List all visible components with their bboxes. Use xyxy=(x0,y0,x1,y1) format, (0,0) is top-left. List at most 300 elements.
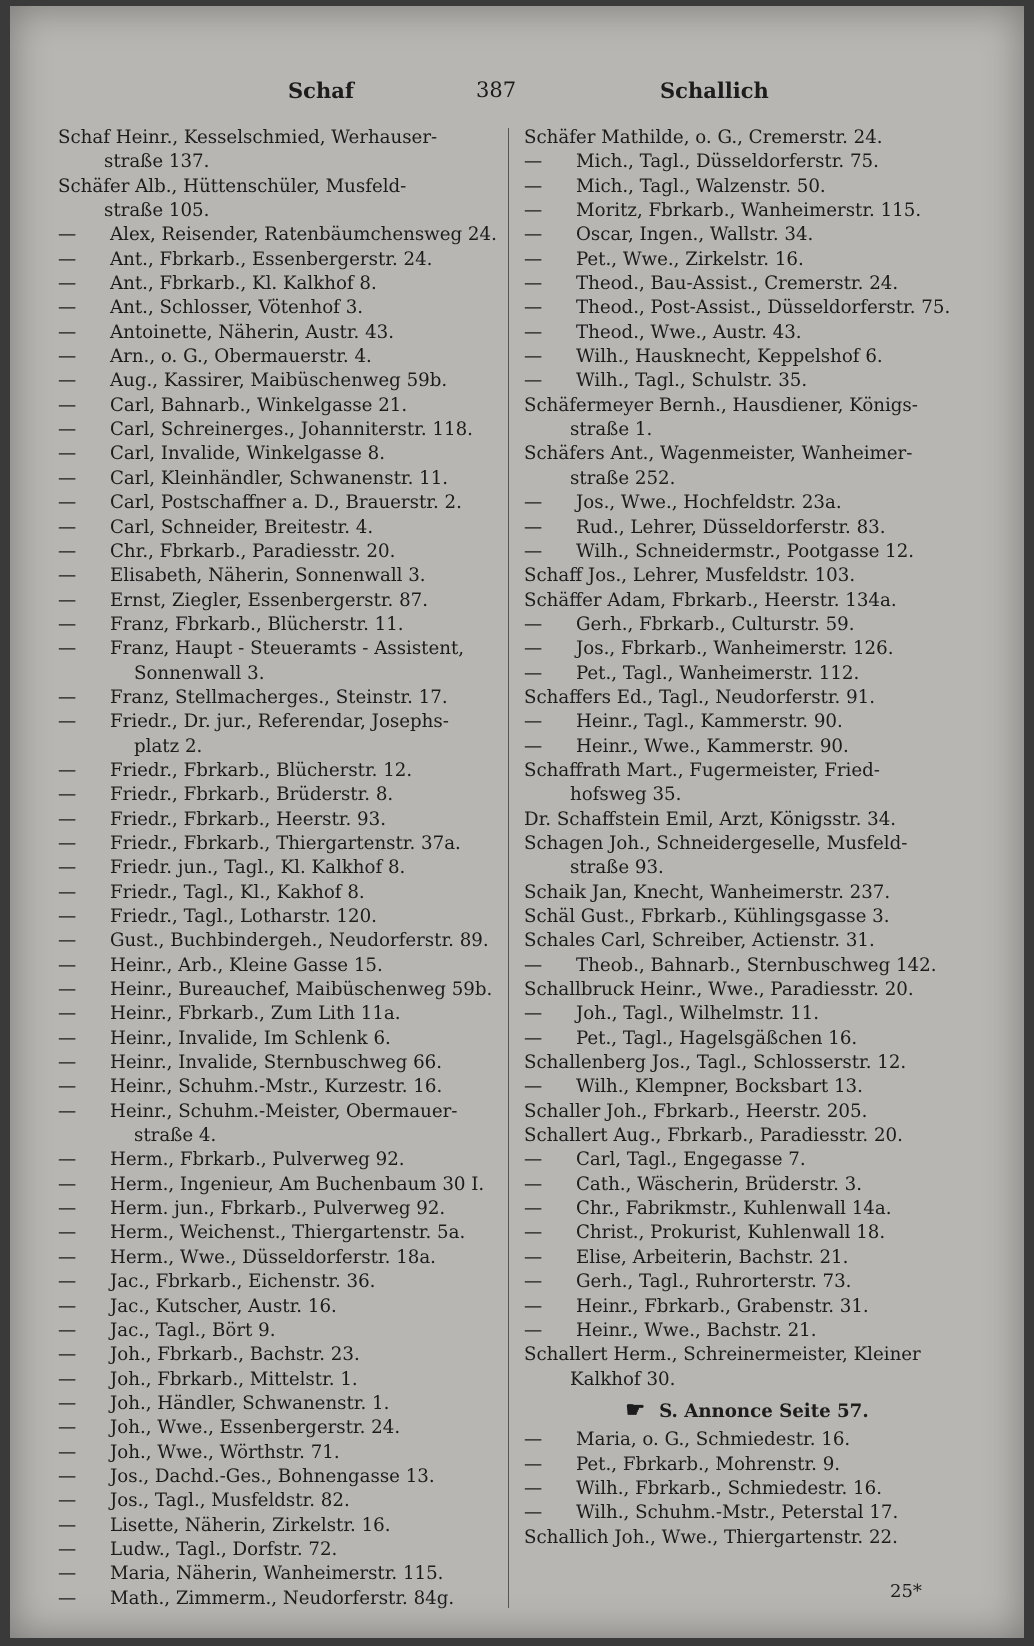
entry-line xyxy=(524,516,970,540)
directory-entry xyxy=(524,759,970,808)
directory-entry xyxy=(524,662,970,686)
ditto-dash: — xyxy=(524,1198,543,1220)
entry-line xyxy=(58,1173,498,1197)
entry-text: Franz, Stellmacherges., Steinstr. 17. xyxy=(110,686,448,708)
entry-text: Carl, Bahnarb., Winkelgasse 21. xyxy=(110,394,408,416)
entry-continuation xyxy=(58,735,498,759)
ditto-dash: — xyxy=(58,1222,77,1244)
entry-line xyxy=(58,126,498,150)
directory-entry xyxy=(524,1027,970,1051)
directory-entry xyxy=(524,710,970,734)
directory-entry xyxy=(524,272,970,296)
ditto-dash: — xyxy=(58,1490,77,1512)
entry-line xyxy=(58,175,498,199)
ditto-dash: — xyxy=(524,273,543,295)
ditto-dash: — xyxy=(524,516,543,538)
directory-entry xyxy=(524,223,970,247)
ditto-dash: — xyxy=(524,540,543,562)
entry-line xyxy=(524,1343,970,1367)
ditto-dash: — xyxy=(524,1003,543,1025)
directory-entry xyxy=(524,1246,970,1270)
directory-entry xyxy=(58,613,498,637)
entry-text: Elise, Arbeiterin, Bachstr. 21. xyxy=(576,1246,849,1268)
entry-text: straße 105. xyxy=(104,200,210,222)
ditto-dash: — xyxy=(524,1271,543,1293)
entry-line xyxy=(524,1124,970,1148)
directory-entry xyxy=(58,1343,498,1367)
entry-line xyxy=(524,978,970,1002)
entry-text: straße 137. xyxy=(104,151,210,173)
page-number: 387 xyxy=(476,78,517,102)
ditto-dash: — xyxy=(524,321,543,343)
directory-entry xyxy=(524,1428,970,1452)
directory-entry xyxy=(524,1526,970,1550)
directory-entry xyxy=(58,442,498,466)
directory-entry xyxy=(58,418,498,442)
entry-line xyxy=(524,345,970,369)
ditto-dash: — xyxy=(58,613,77,635)
entry-line xyxy=(58,1562,498,1586)
ditto-dash: — xyxy=(58,954,77,976)
entry-text: Schallenberg Jos., Tagl., Schlosserstr. 12. xyxy=(524,1052,907,1074)
left-column xyxy=(58,126,498,1611)
right-column-entries-b xyxy=(524,1428,970,1550)
entry-text: Schäfermeyer Bernh., Hausdiener, Königs- xyxy=(524,394,918,416)
entry-text: Heinr., Wwe., Bachstr. 21. xyxy=(576,1319,817,1341)
ditto-dash: — xyxy=(58,881,77,903)
ditto-dash: — xyxy=(524,224,543,246)
entry-text: Schäl Gust., Fbrkarb., Kühlingsgasse 3. xyxy=(524,906,890,927)
ditto-dash: — xyxy=(58,1441,77,1463)
directory-entry xyxy=(524,199,970,223)
directory-entry xyxy=(58,1221,498,1245)
entry-text: Herm. jun., Fbrkarb., Pulverweg 92. xyxy=(110,1198,446,1220)
entry-text: Schaf Heinr., Kesselschmied, Werhauser- xyxy=(58,127,438,148)
entry-line xyxy=(524,126,970,150)
entry-line xyxy=(524,759,970,783)
entry-line xyxy=(58,1465,498,1489)
entry-text: Schäfer Alb., Hüttenschüler, Musfeld- xyxy=(58,175,407,197)
entry-line xyxy=(58,808,498,832)
entry-line xyxy=(58,248,498,272)
entry-line xyxy=(524,369,970,393)
entry-text: Gerh., Fbrkarb., Culturstr. 59. xyxy=(576,613,855,635)
entry-text: Heinr., Schuhm.-Mstr., Kurzestr. 16. xyxy=(110,1076,443,1098)
entry-text: Heinr., Bureauchef, Maibüschenweg 59b. xyxy=(110,979,493,1001)
entry-line xyxy=(524,1173,970,1197)
entry-line xyxy=(58,564,498,588)
directory-entry xyxy=(524,832,970,881)
entry-text: Jos., Fbrkarb., Wanheimerstr. 126. xyxy=(576,638,894,660)
entry-text: Wilh., Fbrkarb., Schmiedestr. 16. xyxy=(576,1477,882,1499)
directory-entry xyxy=(524,540,970,564)
entry-continuation xyxy=(58,150,498,174)
directory-entry xyxy=(58,1368,498,1392)
entry-line xyxy=(58,905,498,929)
directory-entry xyxy=(524,321,970,345)
entry-line xyxy=(524,1501,970,1525)
entry-line xyxy=(58,516,498,540)
directory-entry xyxy=(58,516,498,540)
entry-line xyxy=(58,1514,498,1538)
entry-continuation xyxy=(58,199,498,223)
directory-entry xyxy=(524,1477,970,1501)
entry-line xyxy=(524,832,970,856)
entry-line xyxy=(524,1075,970,1099)
entry-text: Arn., o. G., Obermauerstr. 4. xyxy=(110,346,372,368)
entry-text: Herm., Fbrkarb., Pulverweg 92. xyxy=(110,1149,405,1171)
ditto-dash: — xyxy=(58,906,77,927)
ditto-dash: — xyxy=(58,808,77,830)
ditto-dash: — xyxy=(58,1076,77,1098)
ditto-dash: — xyxy=(58,394,77,416)
entry-text: Carl, Invalide, Winkelgasse 8. xyxy=(110,443,386,465)
entry-text: Heinr., Fbrkarb., Grabenstr. 31. xyxy=(576,1295,869,1317)
entry-text: Carl, Kleinhändler, Schwanenstr. 11. xyxy=(110,467,449,489)
entry-text: Wilh., Schuhm.-Mstr., Peterstal 17. xyxy=(576,1502,899,1524)
directory-entry xyxy=(58,491,498,515)
entry-line xyxy=(58,394,498,418)
directory-entry xyxy=(58,272,498,296)
ditto-dash: — xyxy=(524,638,543,660)
ditto-dash: — xyxy=(58,1271,77,1293)
entry-text: Jac., Fbrkarb., Eichenstr. 36. xyxy=(110,1271,376,1293)
entry-line xyxy=(58,296,498,320)
entry-line xyxy=(524,1526,970,1550)
entry-line xyxy=(58,1148,498,1172)
entry-text: Schallbruck Heinr., Wwe., Paradiesstr. 20. xyxy=(524,979,914,1001)
directory-entry xyxy=(524,394,970,443)
ditto-dash: — xyxy=(58,516,77,538)
entry-text: Schaik Jan, Knecht, Wanheimerstr. 237. xyxy=(524,881,891,903)
entry-text: Friedr., Tagl., Lotharstr. 120. xyxy=(110,906,377,927)
entry-text: Rud., Lehrer, Düsseldorferstr. 83. xyxy=(576,516,886,538)
directory-entry xyxy=(58,1173,498,1197)
entry-line xyxy=(58,1441,498,1465)
entry-line xyxy=(58,272,498,296)
directory-entry xyxy=(524,1002,970,1026)
directory-entry xyxy=(58,686,498,710)
ditto-dash: — xyxy=(58,1514,77,1536)
entry-line xyxy=(58,929,498,953)
entry-line xyxy=(524,954,970,978)
entry-text: Kalkhof 30. xyxy=(570,1368,676,1390)
directory-entry xyxy=(524,881,970,905)
ditto-dash: — xyxy=(58,979,77,1001)
entry-text: Schäfer Mathilde, o. G., Cremerstr. 24. xyxy=(524,127,883,148)
entry-line xyxy=(524,637,970,661)
entry-continuation xyxy=(58,1124,498,1148)
directory-entry xyxy=(58,929,498,953)
directory-entry xyxy=(524,613,970,637)
entry-line xyxy=(58,759,498,783)
directory-entry xyxy=(524,905,970,929)
ditto-dash: — xyxy=(58,1319,77,1341)
entry-text: Ant., Schlosser, Vötenhof 3. xyxy=(110,297,364,319)
entry-text: Schaller Joh., Fbrkarb., Heerstr. 205. xyxy=(524,1100,868,1122)
entry-text: Joh., Wwe., Wörthstr. 71. xyxy=(110,1441,340,1463)
directory-entry xyxy=(524,954,970,978)
entry-text: Theod., Post-Assist., Düsseldorferstr. 75. xyxy=(576,297,951,319)
ditto-dash: — xyxy=(58,1052,77,1074)
entry-text: Aug., Kassirer, Maibüschenweg 59b. xyxy=(110,370,448,392)
entry-line xyxy=(58,1051,498,1075)
directory-entry xyxy=(58,1465,498,1489)
entry-line xyxy=(58,686,498,710)
directory-entry xyxy=(524,1221,970,1245)
ditto-dash: — xyxy=(524,1027,543,1049)
ditto-dash: — xyxy=(58,1198,77,1220)
entry-line xyxy=(58,540,498,564)
entry-text: Pet., Fbrkarb., Mohrenstr. 9. xyxy=(576,1453,841,1475)
entry-text: Friedr., Fbrkarb., Thiergartenstr. 37a. xyxy=(110,832,461,854)
page-header xyxy=(10,78,1024,108)
entry-line xyxy=(58,1246,498,1270)
ditto-dash: — xyxy=(58,1368,77,1390)
entry-line xyxy=(524,1477,970,1501)
entry-text: Friedr. jun., Tagl., Kl. Kalkhof 8. xyxy=(110,857,406,879)
entry-text: Schallert Aug., Fbrkarb., Paradiesstr. 20. xyxy=(524,1125,903,1147)
entry-line xyxy=(58,369,498,393)
entry-text: Herm., Weichenst., Thiergartenstr. 5a. xyxy=(110,1222,466,1244)
directory-entry xyxy=(58,783,498,807)
directory-entry xyxy=(524,369,970,393)
entry-text: Schaff Jos., Lehrer, Musfeldstr. 103. xyxy=(524,565,856,587)
ditto-dash: — xyxy=(524,1295,543,1317)
directory-entry xyxy=(524,491,970,515)
entry-line xyxy=(58,1392,498,1416)
entry-text: Heinr., Invalide, Sternbuschweg 66. xyxy=(110,1052,443,1074)
entry-text: Schäfers Ant., Wagenmeister, Wanheimer- xyxy=(524,443,913,465)
directory-entry xyxy=(58,808,498,832)
entry-line xyxy=(524,1148,970,1172)
entry-line xyxy=(524,613,970,637)
entry-text: Carl, Tagl., Engegasse 7. xyxy=(576,1149,806,1171)
directory-entry xyxy=(58,1075,498,1099)
entry-line xyxy=(524,442,970,466)
directory-entry xyxy=(58,710,498,759)
entry-line xyxy=(524,881,970,905)
printer-signature: 25* xyxy=(890,1581,922,1602)
ditto-dash: — xyxy=(58,419,77,441)
ditto-dash: — xyxy=(58,1538,77,1560)
directory-entry xyxy=(58,978,498,1002)
directory-entry xyxy=(58,1514,498,1538)
ditto-dash: — xyxy=(58,565,77,587)
entry-line xyxy=(58,1075,498,1099)
ditto-dash: — xyxy=(58,832,77,854)
entry-line xyxy=(524,1246,970,1270)
ditto-dash: — xyxy=(58,711,77,733)
entry-text: Franz, Haupt - Steueramts - Assistent, xyxy=(110,638,465,660)
entry-line xyxy=(58,1587,498,1611)
entry-continuation xyxy=(524,418,970,442)
directory-entry xyxy=(58,589,498,613)
directory-entry xyxy=(524,1173,970,1197)
directory-entry xyxy=(524,637,970,661)
entry-text: Schallert Herm., Schreinermeister, Kleiner xyxy=(524,1344,921,1366)
directory-entry xyxy=(58,1148,498,1172)
entry-text: Schagen Joh., Schneidergeselle, Musfeld- xyxy=(524,832,908,854)
ditto-dash: — xyxy=(58,224,77,246)
entry-text: Antoinette, Näherin, Austr. 43. xyxy=(110,321,395,343)
entry-text: Joh., Tagl., Wilhelmstr. 11. xyxy=(576,1003,820,1025)
column-divider xyxy=(508,128,509,1608)
directory-entry xyxy=(524,150,970,174)
directory-entry xyxy=(58,1027,498,1051)
directory-entry xyxy=(58,905,498,929)
directory-entry xyxy=(58,856,498,880)
entry-continuation xyxy=(58,662,498,686)
ditto-dash: — xyxy=(58,297,77,319)
ditto-dash: — xyxy=(58,1003,77,1025)
entry-line xyxy=(58,1100,498,1124)
entry-line xyxy=(524,808,970,832)
directory-entry xyxy=(524,735,970,759)
directory-entry xyxy=(524,516,970,540)
ditto-dash: — xyxy=(58,443,77,465)
ditto-dash: — xyxy=(58,492,77,514)
directory-entry xyxy=(58,394,498,418)
entry-text: Wilh., Tagl., Schulstr. 35. xyxy=(576,370,808,392)
entry-line xyxy=(58,1027,498,1051)
directory-entry xyxy=(524,686,970,710)
entry-line xyxy=(524,686,970,710)
directory-entry xyxy=(58,1051,498,1075)
entry-text: Theob., Bahnarb., Sternbuschweg 142. xyxy=(576,954,937,976)
entry-text: straße 1. xyxy=(570,419,653,441)
entry-text: Jac., Kutscher, Austr. 16. xyxy=(110,1295,337,1317)
directory-entry xyxy=(524,442,970,491)
ditto-dash: — xyxy=(58,1173,77,1195)
directory-entry xyxy=(58,321,498,345)
ditto-dash: — xyxy=(58,273,77,295)
entry-text: Joh., Händler, Schwanenstr. 1. xyxy=(110,1392,390,1414)
entry-line xyxy=(58,710,498,734)
directory-entry xyxy=(58,345,498,369)
directory-entry xyxy=(524,248,970,272)
directory-entry xyxy=(58,637,498,686)
entry-line xyxy=(524,296,970,320)
entry-text: Ludw., Tagl., Dorfstr. 72. xyxy=(110,1538,338,1560)
entry-text: Franz, Fbrkarb., Blücherstr. 11. xyxy=(110,613,404,635)
entry-line xyxy=(58,881,498,905)
entry-text: Pet., Wwe., Zirkelstr. 16. xyxy=(576,248,804,270)
entry-text: platz 2. xyxy=(134,735,203,757)
entry-line xyxy=(524,272,970,296)
entry-line xyxy=(58,1416,498,1440)
directory-entry xyxy=(524,1453,970,1477)
entry-text: Ant., Fbrkarb., Kl. Kalkhof 8. xyxy=(110,273,377,295)
ditto-dash: — xyxy=(58,1100,77,1122)
entry-text: Maria, o. G., Schmiedestr. 16. xyxy=(576,1429,851,1451)
entry-text: Jos., Tagl., Musfeldstr. 82. xyxy=(110,1490,350,1512)
ditto-dash: — xyxy=(58,1246,77,1268)
pointing-hand-icon: ☛ xyxy=(625,1396,646,1423)
ditto-dash: — xyxy=(58,1392,77,1414)
entry-text: Wilh., Schneidermstr., Pootgasse 12. xyxy=(576,540,915,562)
directory-entry xyxy=(524,1270,970,1294)
entry-line xyxy=(58,1270,498,1294)
directory-entry xyxy=(58,223,498,247)
entry-text: Friedr., Fbrkarb., Blücherstr. 12. xyxy=(110,759,413,781)
entry-line xyxy=(58,978,498,1002)
ditto-dash: — xyxy=(58,248,77,270)
entry-line xyxy=(524,1197,970,1221)
entry-line xyxy=(524,1002,970,1026)
entry-text: straße 252. xyxy=(570,467,676,489)
ditto-dash: — xyxy=(58,346,77,368)
entry-line xyxy=(58,1319,498,1343)
entry-line xyxy=(524,1221,970,1245)
ditto-dash: — xyxy=(524,735,543,757)
entry-text: straße 93. xyxy=(570,857,664,879)
entry-text: Mich., Tagl., Düsseldorferstr. 75. xyxy=(576,151,879,173)
ditto-dash: — xyxy=(524,248,543,270)
ditto-dash: — xyxy=(58,1027,77,1049)
ditto-dash: — xyxy=(58,589,77,611)
entry-text: Schallich Joh., Wwe., Thiergartenstr. 22. xyxy=(524,1526,898,1548)
ditto-dash: — xyxy=(524,662,543,684)
entry-line xyxy=(58,1221,498,1245)
directory-entry xyxy=(58,1002,498,1026)
directory-entry xyxy=(58,126,498,175)
entry-text: Gerh., Tagl., Ruhrorterstr. 73. xyxy=(576,1271,852,1293)
directory-entry xyxy=(524,978,970,1002)
entry-line xyxy=(524,929,970,953)
entry-text: Joh., Wwe., Essenbergerstr. 24. xyxy=(110,1417,401,1439)
directory-entry xyxy=(58,1489,498,1513)
entry-line xyxy=(524,710,970,734)
entry-text: Mich., Tagl., Walzenstr. 50. xyxy=(576,175,826,197)
entry-line xyxy=(524,321,970,345)
directory-entry xyxy=(58,1295,498,1319)
ditto-dash: — xyxy=(58,638,77,660)
entry-line xyxy=(58,613,498,637)
entry-text: Wilh., Hausknecht, Keppelshof 6. xyxy=(576,346,883,368)
entry-text: Ant., Fbrkarb., Essenbergerstr. 24. xyxy=(110,248,433,270)
entry-text: Schaffers Ed., Tagl., Neudorferstr. 91. xyxy=(524,686,876,708)
entry-line xyxy=(524,905,970,929)
entry-line xyxy=(58,589,498,613)
entry-line xyxy=(524,491,970,515)
entry-line xyxy=(58,491,498,515)
ditto-dash: — xyxy=(524,1453,543,1475)
ditto-dash: — xyxy=(58,321,77,343)
entry-line xyxy=(58,223,498,247)
entry-line xyxy=(58,1538,498,1562)
entry-text: Joh., Fbrkarb., Mittelstr. 1. xyxy=(110,1368,358,1390)
entry-line xyxy=(524,248,970,272)
entry-line xyxy=(524,223,970,247)
directory-entry xyxy=(524,1501,970,1525)
ditto-dash: — xyxy=(524,151,543,173)
entry-line xyxy=(524,1295,970,1319)
ditto-dash: — xyxy=(524,297,543,319)
ditto-dash: — xyxy=(58,1465,77,1487)
ditto-dash: — xyxy=(524,175,543,197)
entry-text: Theod., Bau-Assist., Cremerstr. 24. xyxy=(576,273,899,295)
right-column-entries-a xyxy=(524,126,970,1392)
directory-entry xyxy=(58,1270,498,1294)
directory-entry xyxy=(524,126,970,150)
entry-line xyxy=(524,175,970,199)
ditto-dash: — xyxy=(524,1246,543,1268)
entry-text: Friedr., Fbrkarb., Heerstr. 93. xyxy=(110,808,386,830)
entry-line xyxy=(524,662,970,686)
entry-line xyxy=(58,1368,498,1392)
entry-text: Herm., Wwe., Düsseldorferstr. 18a. xyxy=(110,1246,436,1268)
